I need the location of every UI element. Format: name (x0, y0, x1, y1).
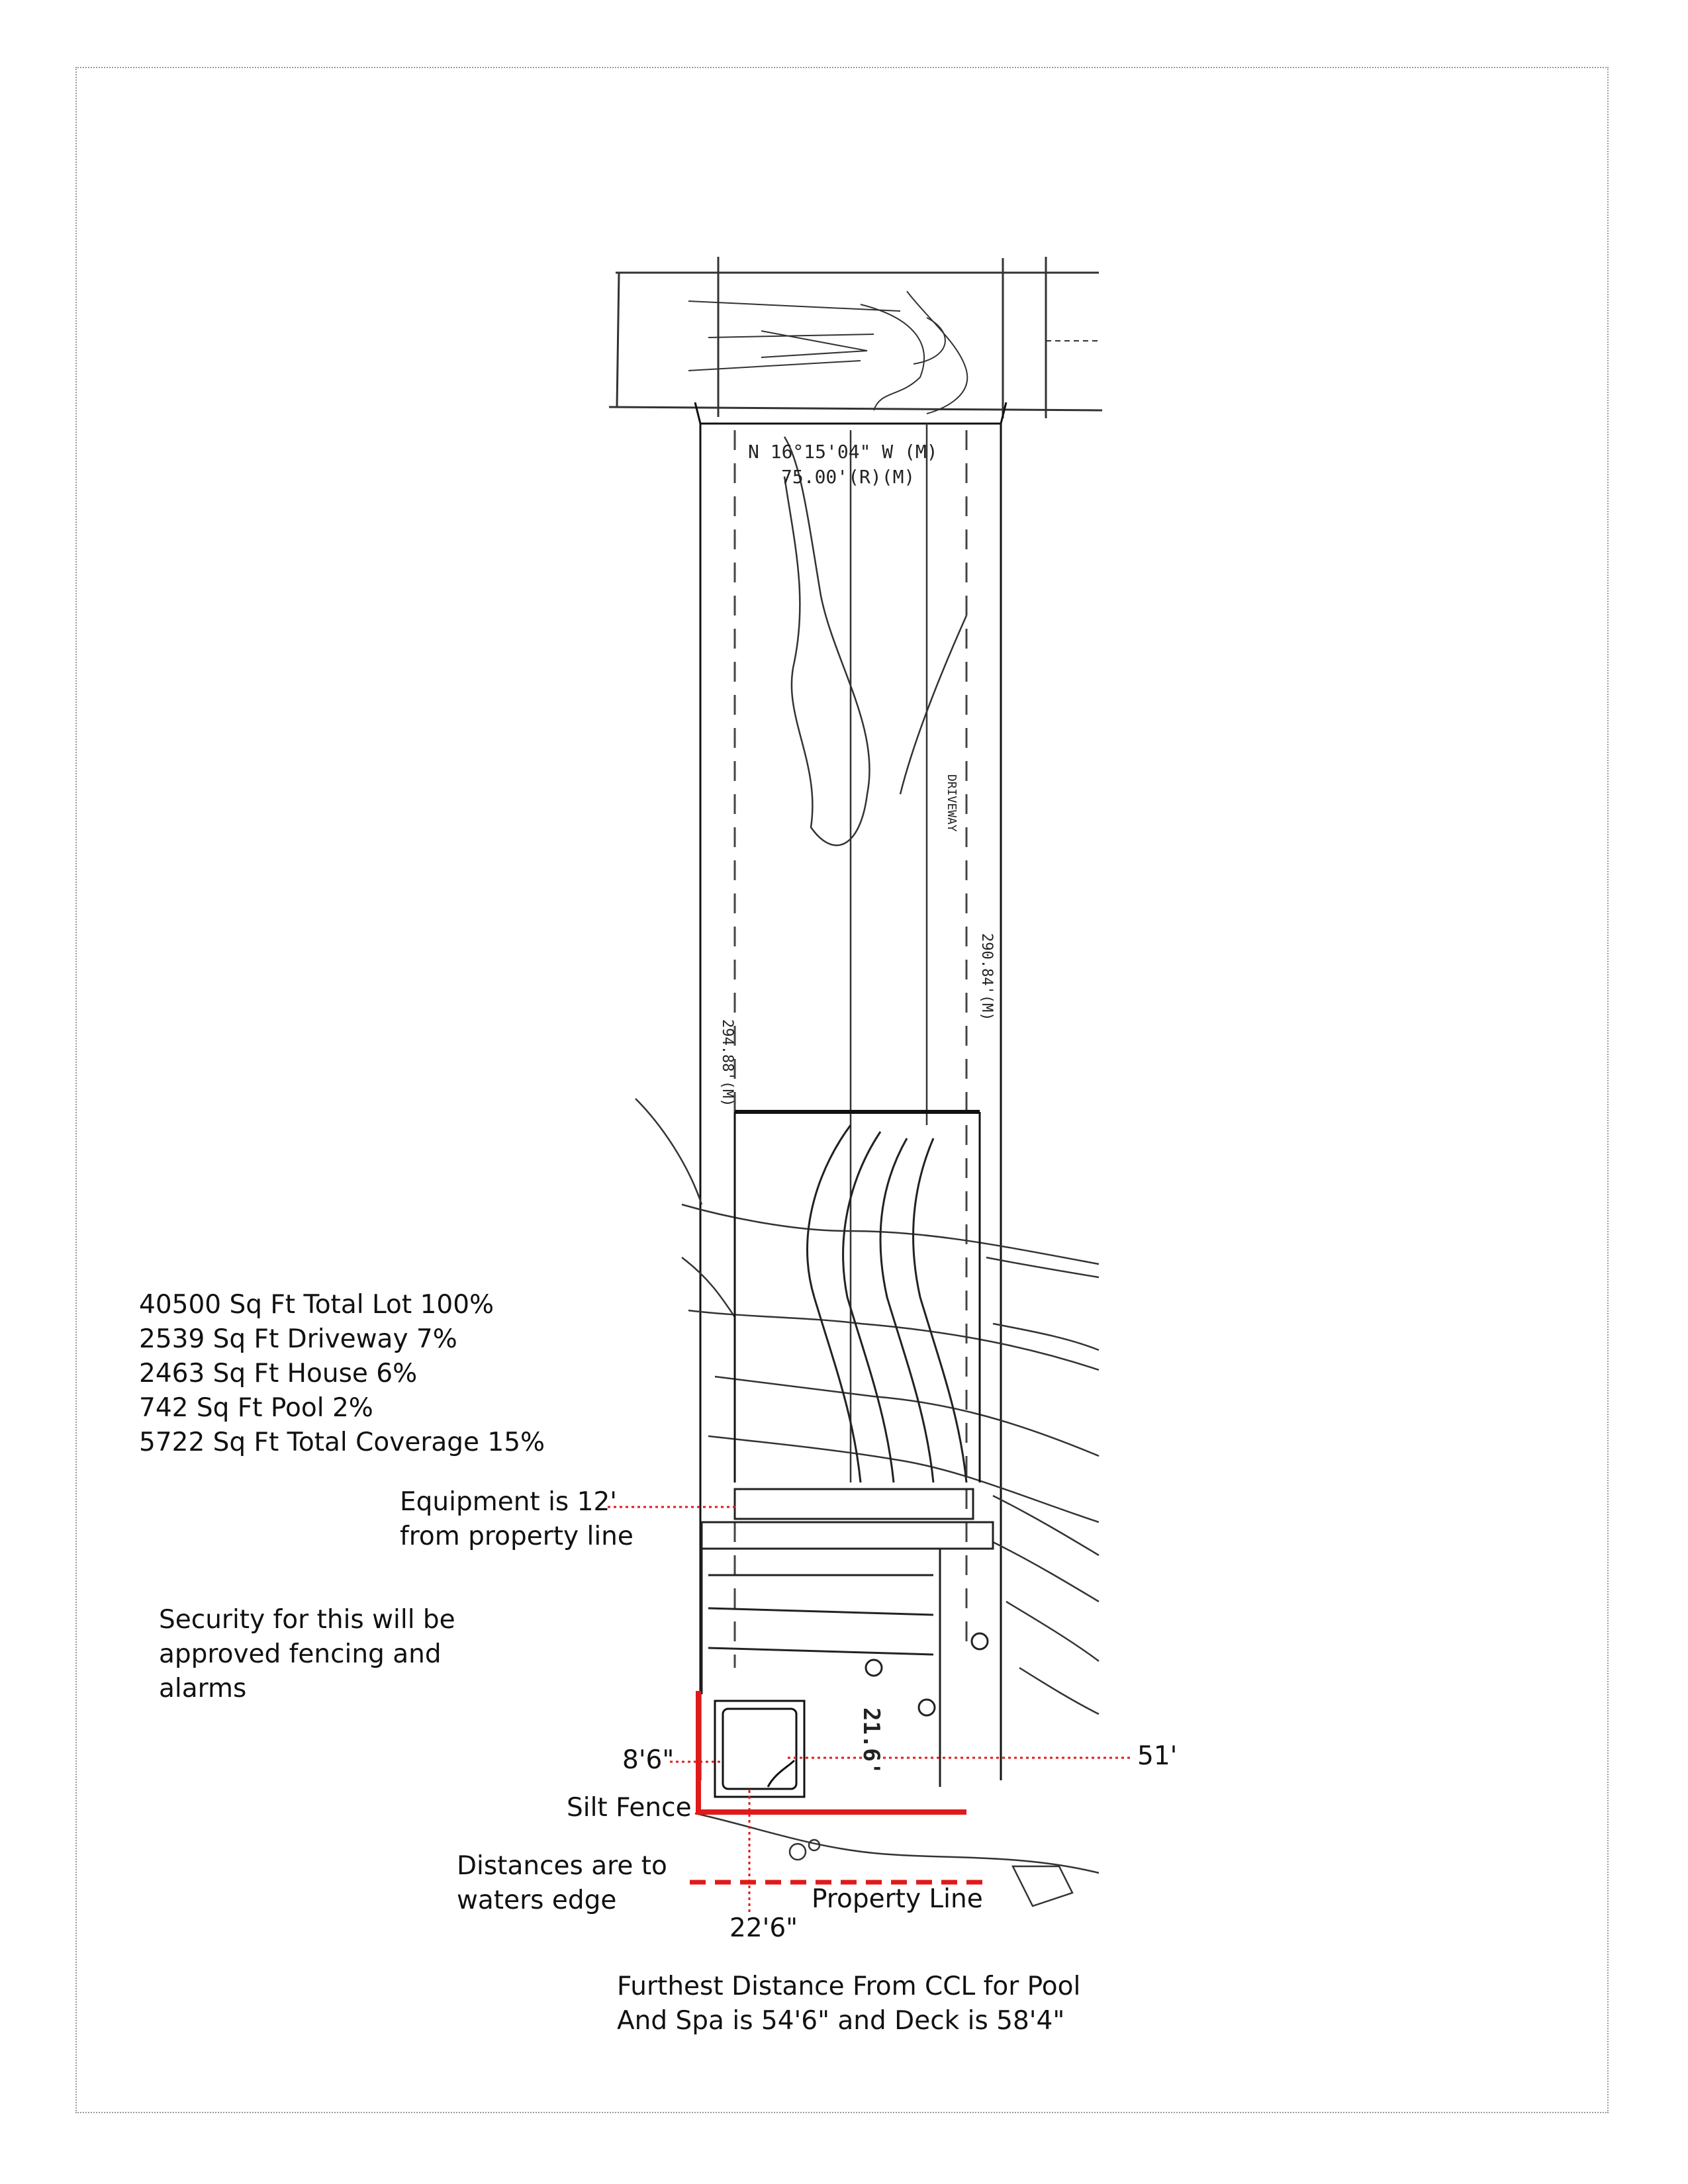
driveway-label: DRIVEWAY (945, 774, 959, 832)
east-side-label: 290.84'(M) (978, 933, 995, 1021)
pool-side-distance-label: 8'6" (622, 1745, 675, 1775)
coverage-table (139, 1288, 545, 1460)
security-note: Security for this will be approved fencing and alarms (159, 1605, 455, 1704)
property-line-label: Property Line (812, 1884, 983, 1914)
coverage-row-total-coverage: 5722 Sq Ft Total Coverage 15% (139, 1428, 545, 1457)
pool-south-distance-label: 22'6" (729, 1913, 798, 1943)
road-strip (609, 257, 1102, 418)
contour-lines (635, 1099, 1099, 1714)
pool-east-distance-label: 51' (1137, 1741, 1178, 1771)
pool (715, 1701, 804, 1797)
equipment-note: Equipment is 12' from property line (400, 1487, 633, 1551)
bearing-label: N 16°15'04" W (M) (748, 441, 938, 463)
footer-note: Furthest Distance From CCL for Pool And Spa is 54'6" and Deck is 58'4" (617, 1972, 1081, 2036)
house-outline (735, 1112, 980, 1482)
deck-dimension-label: 21.6' (858, 1707, 884, 1776)
interior-lines (784, 424, 966, 1482)
coverage-row-driveway: 2539 Sq Ft Driveway 7% (139, 1324, 457, 1354)
driveway (808, 1125, 966, 1482)
coverage-row-house: 2463 Sq Ft House 6% (139, 1359, 418, 1388)
west-side-label: 294.88'(M) (719, 1019, 735, 1107)
silt-fence-label: Silt Fence (567, 1793, 692, 1823)
coverage-row-total-lot: 40500 Sq Ft Total Lot 100% (139, 1290, 494, 1320)
deck-area (702, 1489, 993, 1787)
frontage-label: 75.00'(R)(M) (781, 466, 915, 488)
distance-note: Distances are to waters edge (457, 1851, 667, 1915)
coverage-row-pool: 742 Sq Ft Pool 2% (139, 1393, 373, 1423)
